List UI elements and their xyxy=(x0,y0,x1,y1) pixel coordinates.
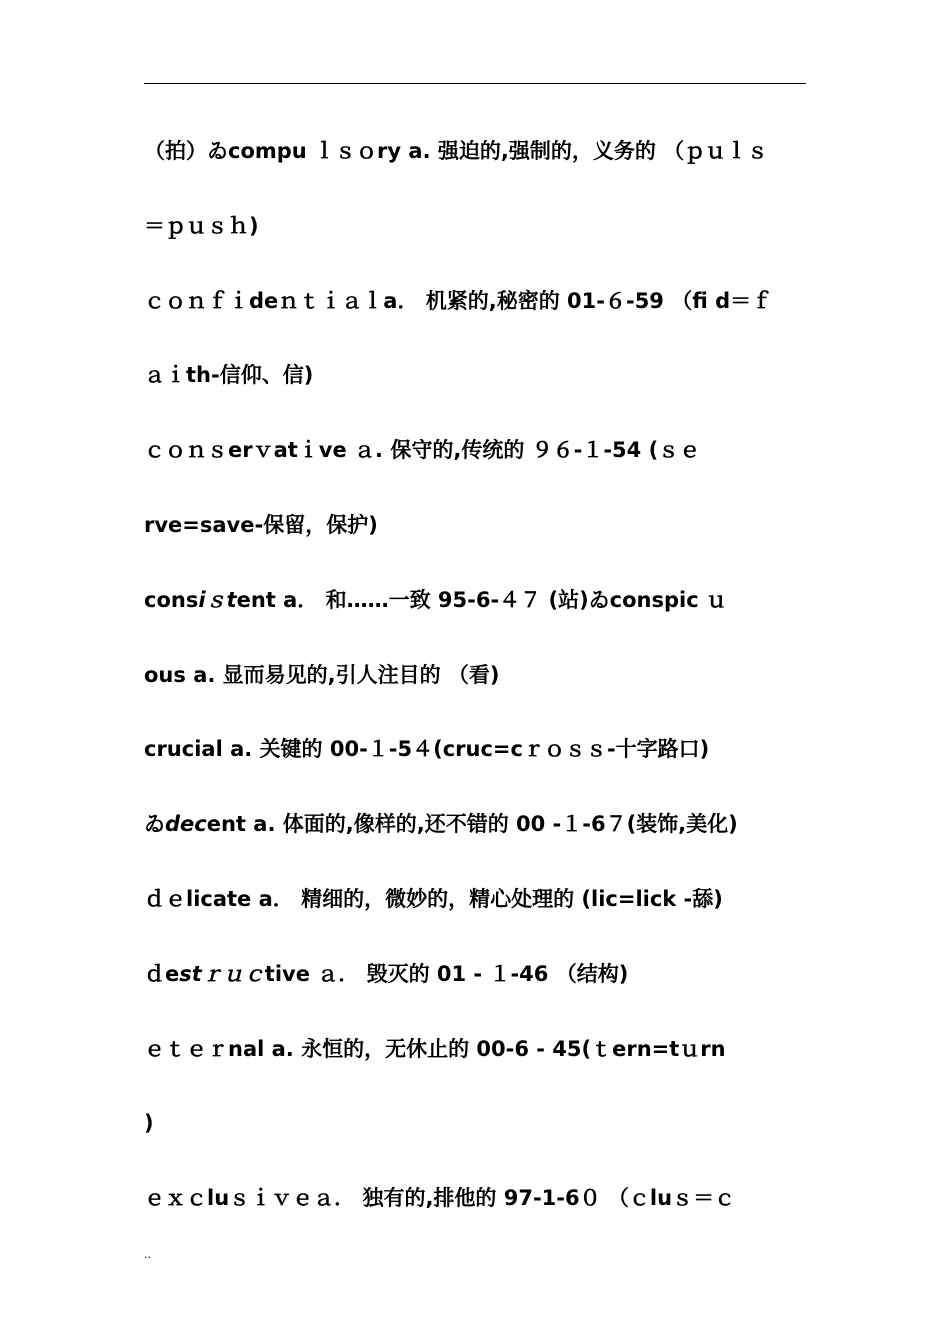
text-segment: crucial a. 关键的 00-１-5４(cruc=cｒｏｓｓ-十字路口) xyxy=(144,737,710,762)
text-line xyxy=(144,959,806,989)
text-segment: ＝ｐｕｓｈ) xyxy=(144,213,259,238)
text-line xyxy=(144,510,806,540)
text-line xyxy=(144,734,806,764)
text-segment: ent a． 和……一致 95-6-４７ (站)ゐconspic ｕ xyxy=(236,587,728,612)
text-line xyxy=(144,1108,806,1138)
text-line xyxy=(144,286,806,316)
text-line xyxy=(144,1183,806,1213)
text-line xyxy=(144,1034,806,1064)
text-line xyxy=(144,809,806,839)
text-segment: ) xyxy=(144,1111,154,1136)
text-line xyxy=(144,585,806,615)
text-line xyxy=(144,660,806,690)
text-segment: rve=save-保留，保护) xyxy=(144,513,378,537)
text-segment: ｃｏｎｓerｖatｉve ａ. 保守的,传统的 ９６-１-54 (ｓｅ xyxy=(144,438,701,463)
text-segment: ｄｅlicate a． 精细的，微妙的，精心处理的 (lic=lick -舔) xyxy=(144,887,723,911)
text-segment: ゐ xyxy=(144,812,165,837)
header-rule xyxy=(144,83,806,84)
text-line xyxy=(144,211,806,241)
text-line xyxy=(144,360,806,390)
text-segment: ｄe xyxy=(144,961,180,986)
text-line xyxy=(144,136,806,166)
text-segment: ous a. 显而易见的,引人注目的 （看) xyxy=(144,662,500,687)
text-segment: ｅｔｅｒnal a. 永恒的，无休止的 00-6 - 45(ｔern=tｕrn xyxy=(144,1036,726,1061)
text-line xyxy=(144,435,806,465)
text-line xyxy=(144,884,806,914)
text-segment: ｃｏｎｆｉdeｎｔｉａｌa． 机紧的,秘密的 01-６-59 （fi d＝ｆ xyxy=(144,288,773,313)
text-segment: dec xyxy=(165,812,207,837)
footer-mark: .. xyxy=(144,1248,151,1261)
text-segment: stｒｕｃ xyxy=(179,961,265,986)
text-segment: ent a. 体面的,像样的,还不错的 00 -１-6７(装饰,美化) xyxy=(206,812,738,837)
text-segment: （拍）ゐcompu ｌｓｏry a. 强迫的,强制的，义务的 （ｐｕｌｓ xyxy=(144,139,769,163)
text-segment: iｓt xyxy=(198,587,237,612)
text-segment: ｅｘｃluｓｉｖｅａ． 独有的,排他的 97-1-6０ （ｃluｓ＝ｃ xyxy=(144,1186,736,1211)
text-segment: tive ａ． 毁灭的 01 - １-46 （结构) xyxy=(264,961,629,986)
text-segment: cons xyxy=(144,587,199,612)
text-segment: ａｉth-信仰、信) xyxy=(144,363,314,388)
